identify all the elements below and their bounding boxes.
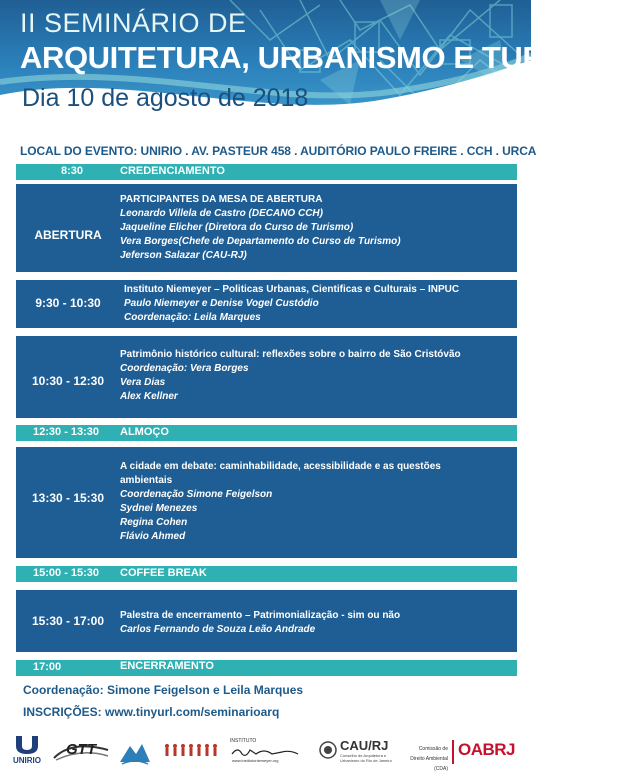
cau-subtitle: Conselho de Arquitetura e Urbanismo do Rio de Janeiro [340, 753, 392, 763]
session-title: PARTICIPANTES DA MESA DE ABERTURA [120, 194, 323, 205]
cau-rj-logo [340, 738, 402, 766]
participant: Coordenação: Vera Borges [120, 363, 249, 374]
seal-logo [318, 740, 338, 760]
participant: Paulo Niemeyer e Denise Vogel Custódio [124, 298, 319, 309]
mountain-icon [118, 736, 152, 766]
schedule-block-abertura [16, 184, 517, 272]
people-row-icon [162, 742, 224, 758]
sponsor-logos [0, 730, 531, 772]
header-banner [0, 0, 622, 128]
oab-rj-logo [452, 740, 528, 764]
niemeyer-signature-icon [230, 744, 300, 758]
instituto-text: INSTITUTO [230, 738, 257, 744]
session-title: Palestra de encerramento – Patrimonialização - sim ou não [120, 610, 401, 621]
mountain-logo [118, 736, 152, 766]
session-title: A cidade em debate: caminhabilidade, acessibilidade e as questões [120, 461, 441, 472]
schedule-time: 15:30 - 17:00 [31, 614, 105, 628]
event-date: Dia 10 de agosto de 2018 [22, 84, 309, 112]
schedule-block-1530 [16, 590, 517, 652]
schedule-time: 10:30 - 12:30 [31, 374, 105, 388]
unirio-logo [8, 734, 46, 765]
unirio-text: UNIRIO [13, 756, 41, 765]
schedule-block-0930 [16, 280, 517, 328]
participant: Alex Kellner [120, 391, 178, 402]
participant: Coordenação Simone Feigelson [120, 489, 273, 500]
gtt-logo [52, 738, 110, 762]
schedule-block-1330 [16, 447, 517, 558]
participant: Sydnei Menezes [120, 503, 198, 514]
participant: Coordenação: Leila Marques [124, 312, 261, 323]
participant: Jaqueline Elicher (Diretora do Curso de Turismo) [120, 222, 354, 233]
title-line-1: II SEMINÁRIO DE [20, 8, 247, 38]
group-logo [162, 742, 224, 758]
registration-link[interactable]: INSCRIÇÕES: www.tinyurl.com/seminarioarq [23, 705, 280, 719]
schedule-time: 8:30 [60, 165, 84, 177]
schedule-details [120, 460, 511, 544]
schedule-label: ALMOÇO [120, 426, 169, 438]
event-location: LOCAL DO EVENTO: UNIRIO . AV. PASTEUR 458 . AUDITÓRIO PAULO FREIRE . CCH . URCA [20, 144, 537, 158]
cau-text: CAU/RJ [340, 738, 389, 753]
participant: Regina Cohen [120, 517, 188, 528]
schedule-details [120, 609, 511, 637]
schedule-details [124, 283, 511, 325]
schedule-time: ABERTURA [34, 228, 102, 242]
title-line-2: ARQUITETURA, URBANISMO E TURISMO [20, 40, 622, 75]
instituto-url: www.institutoniemeyer.org [232, 758, 279, 763]
participant: Carlos Fernando de Souza Leão Andrade [120, 624, 316, 635]
schedule-bar-coffee [16, 566, 517, 582]
gtt-text: GTT [66, 741, 96, 758]
schedule-details [120, 348, 511, 404]
schedule-block-1030 [16, 336, 517, 418]
cda-logo [404, 742, 448, 772]
unirio-emblem-icon [14, 734, 40, 754]
schedule-time: 17:00 [33, 661, 62, 673]
session-title: Instituto Niemeyer – Politicas Urbanas, Cientificas e Culturais – INPUC [124, 284, 460, 295]
participant: Vera Dias [120, 377, 166, 388]
schedule-time: 9:30 - 10:30 [35, 296, 101, 310]
schedule-label: ENCERRAMENTO [120, 660, 214, 672]
cda-text: Comissão de Direito Ambiental (CDA) [410, 746, 448, 772]
participant: Jeferson Salazar (CAU-RJ) [120, 250, 247, 261]
schedule-label: CREDENCIAMENTO [120, 165, 225, 177]
participant: Flávio Ahmed [120, 531, 186, 542]
oab-text: OABRJ [458, 740, 516, 759]
seal-icon [318, 740, 338, 760]
participant: Leonardo Villela de Castro (DECANO CCH) [120, 208, 323, 219]
schedule-time: 15:00 - 15:30 [33, 567, 100, 579]
schedule-time: 12:30 - 13:30 [33, 426, 100, 438]
session-title: Patrimônio histórico cultural: reflexões sobre o bairro de São Cristóvão [120, 349, 461, 360]
schedule-bar-almoco [16, 425, 517, 441]
schedule-details [120, 193, 511, 263]
instituto-niemeyer-logo [230, 738, 304, 766]
schedule-label: COFFEE BREAK [120, 567, 207, 579]
session-title-cont: ambientais [120, 475, 173, 486]
schedule-time: 13:30 - 15:30 [31, 491, 105, 505]
participant: Vera Borges(Chefe de Departamento do Curso de Turismo) [120, 236, 401, 247]
schedule-bar-encerramento [16, 660, 517, 676]
coordination-note: Coordenação: Simone Feigelson e Leila Marques [23, 683, 304, 697]
schedule-bar-credenciamento [16, 164, 517, 180]
